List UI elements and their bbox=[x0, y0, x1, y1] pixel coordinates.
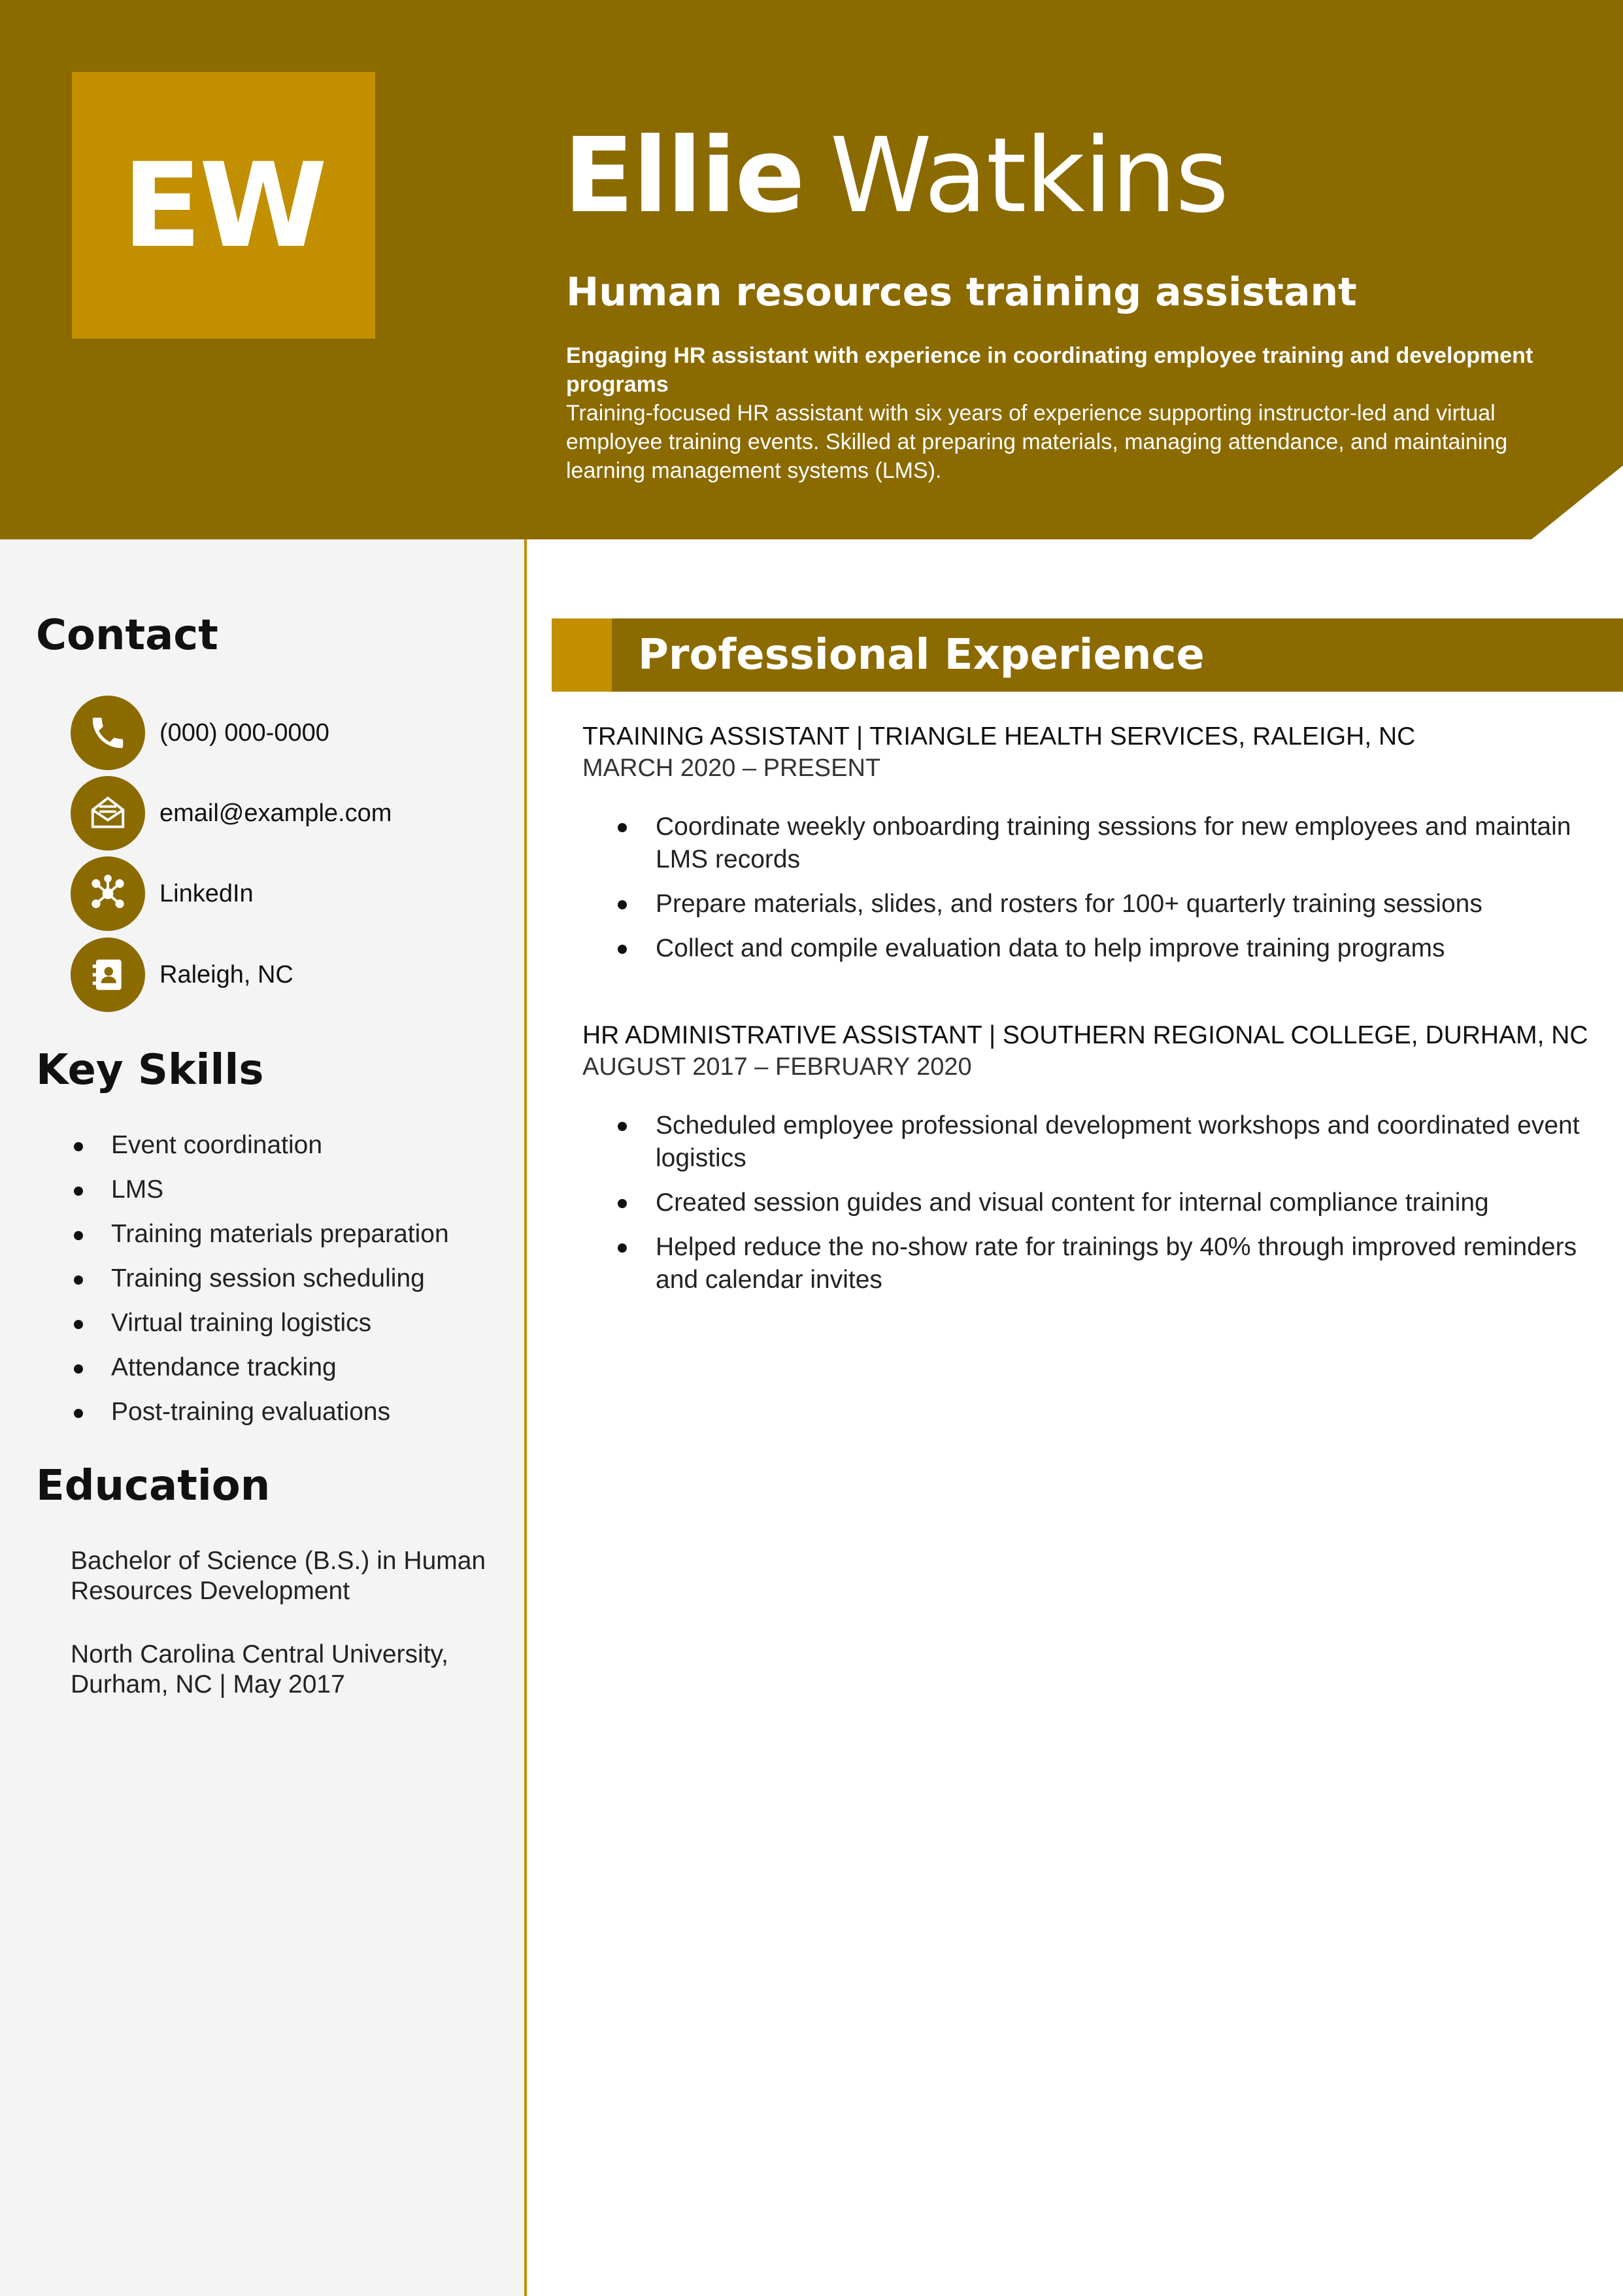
summary-heading: Engaging HR assistant with experience in coordinating employee training and development programs bbox=[566, 343, 1533, 397]
job-bullet: Coordinate weekly onboarding training sessions for new employees and maintain LMS records bbox=[614, 811, 1595, 876]
envelope-icon bbox=[71, 776, 145, 851]
experience-heading: Professional Experience bbox=[638, 631, 1205, 679]
job-bullet: Scheduled employee professional development workshops and coordinated event logistics bbox=[614, 1109, 1595, 1175]
skill-item: Attendance tracking bbox=[71, 1345, 449, 1390]
skill-item: Post-training evaluations bbox=[71, 1390, 449, 1434]
education-heading: Education bbox=[36, 1462, 271, 1510]
job-bullet: Helped reduce the no-show rate for trainings by 40% through improved reminders and calendar invites bbox=[614, 1231, 1595, 1296]
contact-item-linkedin bbox=[71, 856, 254, 931]
job-dates: AUGUST 2017 – FEBRUARY 2020 bbox=[582, 1053, 972, 1081]
job-title-line: HR ADMINISTRATIVE ASSISTANT | SOUTHERN REGIONAL COLLEGE, DURHAM, NC bbox=[582, 1021, 1588, 1049]
contact-heading: Contact bbox=[36, 611, 218, 660]
contact-location: Raleigh, NC bbox=[159, 960, 293, 988]
phone-icon bbox=[71, 696, 145, 770]
job-title: Human resources training assistant bbox=[566, 269, 1357, 315]
skill-item: LMS bbox=[71, 1168, 449, 1212]
skills-heading: Key Skills bbox=[36, 1046, 264, 1094]
job-bullet: Prepare materials, slides, and rosters for 100+ quarterly training sessions bbox=[614, 888, 1595, 920]
skill-item: Training session scheduling bbox=[71, 1257, 449, 1301]
job-title-line: TRAINING ASSISTANT | TRIANGLE HEALTH SERVICES, RALEIGH, NC bbox=[582, 722, 1416, 751]
job-bullets bbox=[614, 811, 1595, 977]
contact-item-location bbox=[71, 937, 293, 1012]
address-book-icon bbox=[71, 937, 145, 1012]
contact-email: email@example.com bbox=[159, 799, 392, 827]
skill-item: Virtual training logistics bbox=[71, 1301, 449, 1345]
education-degree: Bachelor of Science (B.S.) in Human Resources Development bbox=[71, 1547, 486, 1605]
contact-linkedin: LinkedIn bbox=[159, 879, 254, 907]
contact-item-phone bbox=[71, 696, 329, 770]
network-icon bbox=[71, 856, 145, 931]
job-bullet: Created session guides and visual content for internal compliance training bbox=[614, 1187, 1595, 1219]
skill-item: Training materials preparation bbox=[71, 1212, 449, 1257]
candidate-name bbox=[563, 116, 1228, 236]
contact-item-email bbox=[71, 776, 392, 851]
contact-phone: (000) 000-0000 bbox=[159, 718, 329, 747]
summary-body: Training-focused HR assistant with six years of experience supporting instructor-led and virtual employee training events. Skilled at preparing materials, managing attendance, and maintaining learning management systems (LMS). bbox=[566, 401, 1508, 483]
job-dates: MARCH 2020 – PRESENT bbox=[582, 754, 881, 782]
monogram: EW bbox=[122, 137, 325, 273]
experience-header-bar bbox=[552, 618, 1623, 692]
job-bullet: Collect and compile evaluation data to help improve training programs bbox=[614, 932, 1595, 965]
experience-header-accent bbox=[552, 618, 612, 692]
skill-item: Event coordination bbox=[71, 1123, 449, 1168]
first-name: Ellie bbox=[563, 116, 804, 236]
skills-list bbox=[71, 1123, 449, 1434]
monogram-badge bbox=[72, 72, 375, 339]
education-school: North Carolina Central University, Durham, NC | May 2017 bbox=[71, 1640, 448, 1698]
job-bullets bbox=[614, 1109, 1595, 1308]
last-name: Watkins bbox=[829, 116, 1228, 236]
